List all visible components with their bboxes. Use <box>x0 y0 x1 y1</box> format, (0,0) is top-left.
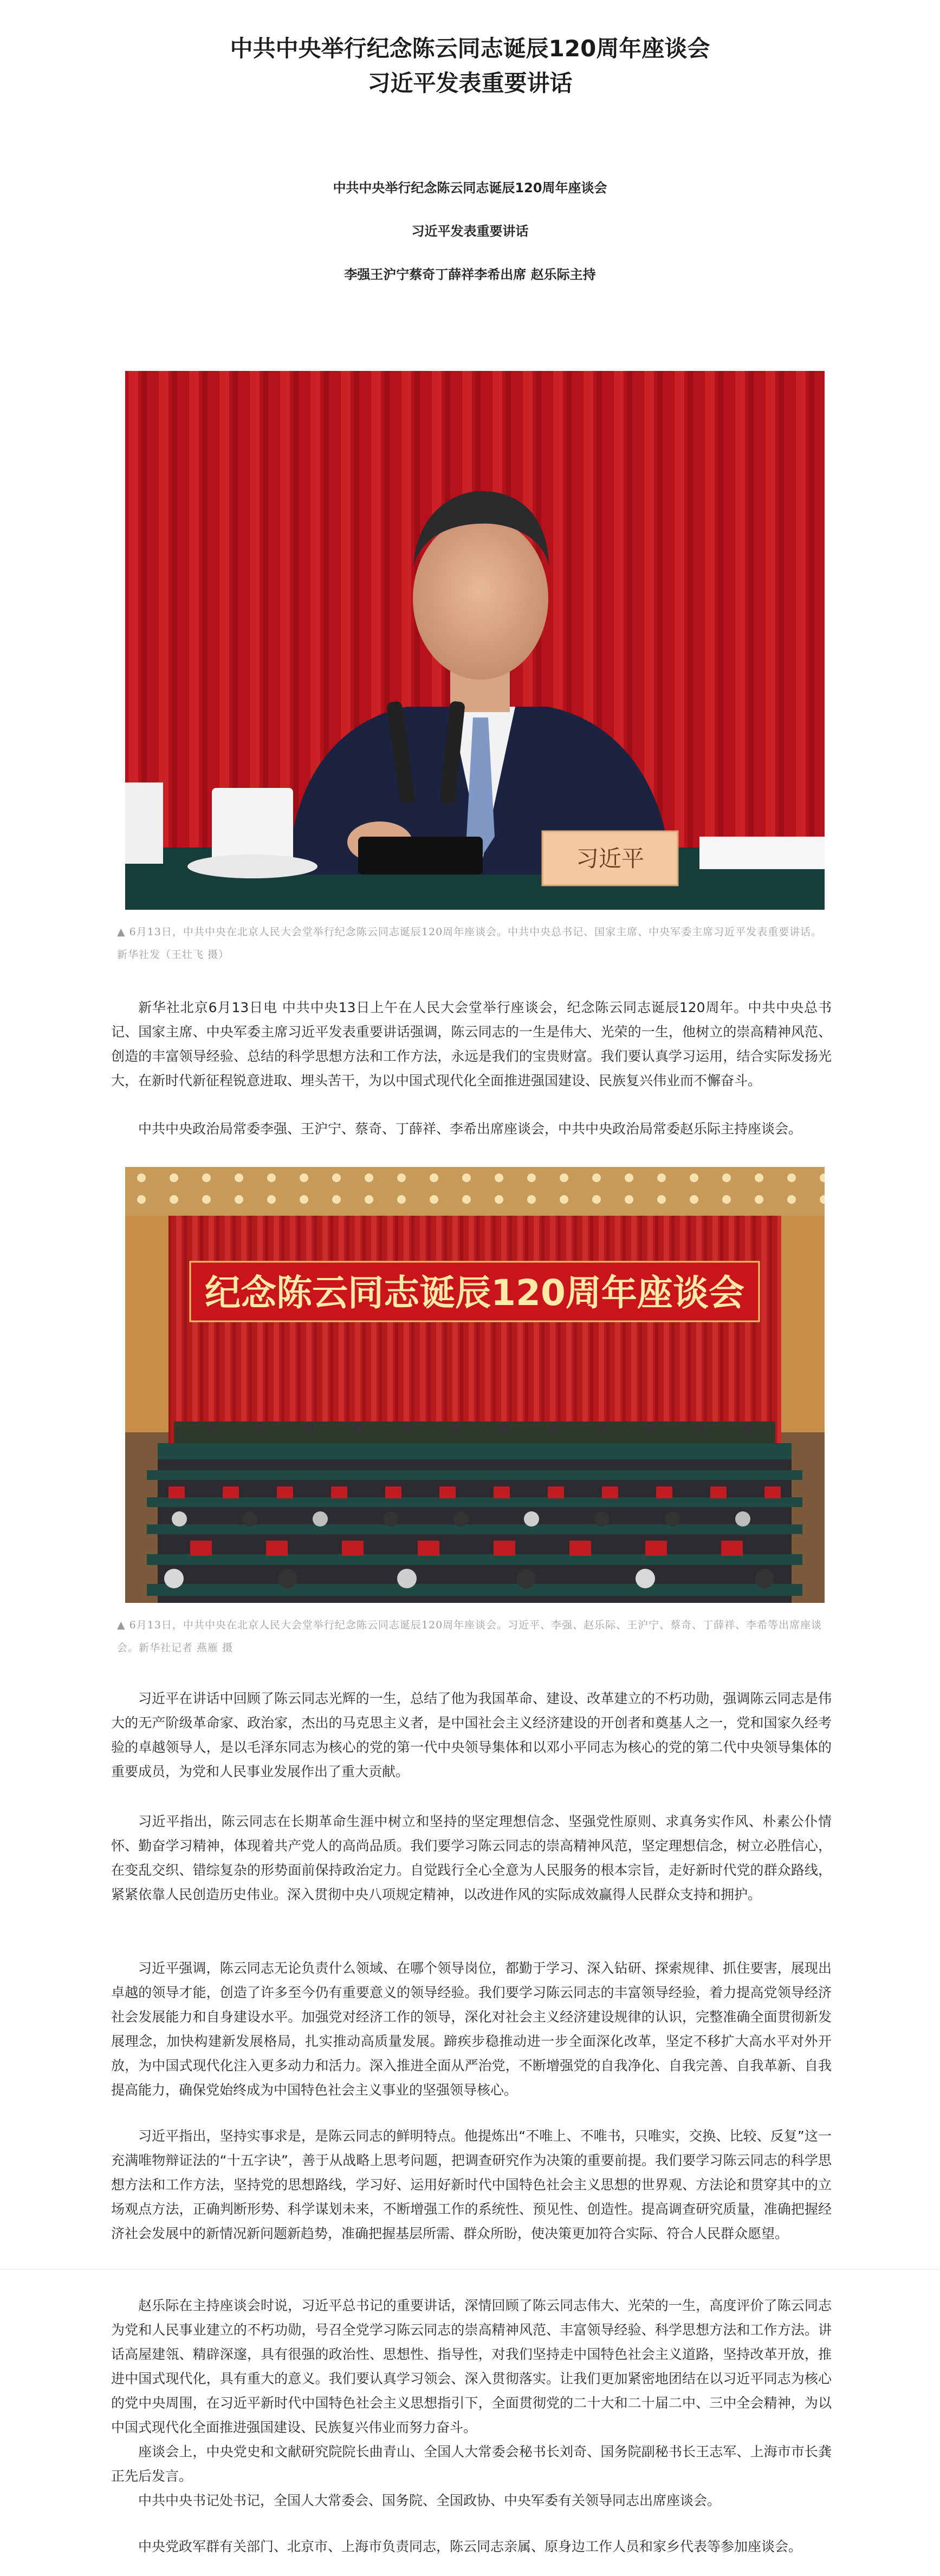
subheading-3: 李强王沪宁蔡奇丁薛祥李希出席 赵乐际主持 <box>344 267 596 282</box>
speaker-photo <box>125 371 825 910</box>
meeting-hall-photo <box>125 1167 825 1603</box>
stage-curtain <box>168 1216 781 1443</box>
headline-line-2: 习近平发表重要讲话 <box>367 70 573 96</box>
banner-text: 纪念陈云同志诞辰120周年座谈会 <box>205 1272 744 1314</box>
headline <box>0 31 940 101</box>
paragraph-4: 习近平指出，陈云同志在长期革命生涯中树立和坚持的坚定理想信念、坚强党性原则、求真务实作风、朴素公仆情怀、勤奋学习精神，体现着共产党人的高尚品质。我们要学习陈云同志的崇高精神风范，坚定理想信念，树立必胜信心，在变乱交织、错综复杂的形势面前保持政治定力。自觉践行全心全意为人民服务的根本宗旨，走好新时代党的群众路线，紧紧依靠人民创造历史伟业。深入贯彻中央八项规定精神，以改进作风的实际成效赢得人民群众支持和拥护。 <box>111 1814 832 1902</box>
divider <box>0 2269 940 2270</box>
tea-cup <box>212 788 293 864</box>
subheading-1: 中共中央举行纪念陈云同志诞辰120周年座谈会 <box>333 180 607 195</box>
ceiling <box>125 1167 825 1216</box>
nameplate-text: 习近平 <box>575 845 645 872</box>
paragraph-10: 中央党政军群有关部门、北京市、上海市负责同志，陈云同志亲属、原身边工作人员和家乡代表等参加座谈会。 <box>138 2539 802 2554</box>
speaker-face <box>413 517 548 680</box>
rostrum-table <box>158 1443 792 1459</box>
subheading-2: 习近平发表重要讲话 <box>411 224 529 239</box>
paragraph-8: 座谈会上，中央党史和文献研究院院长曲青山、全国人大常委会秘书长刘奇、国务院副秘书长王志军、上海市市长龚正先后发言。 <box>111 2444 832 2484</box>
paragraph-3: 习近平在讲话中回顾了陈云同志光辉的一生，总结了他为我国革命、建设、改革建立的不朽功勋，强调陈云同志是伟大的无产阶级革命家、政治家，杰出的马克思主义者，是中国社会主义经济建设的开创者和奠基人之一，党和国家久经考验的卓越领导人，是以毛泽东同志为核心的党的第一代中央领导集体和以邓小平同志为核心的党的第二代中央领导集体的重要成员，为党和人民事业发展作出了重大贡献。 <box>111 1691 832 1779</box>
paragraph-1: 新华社北京6月13日电 中共中央13日上午在人民大会堂举行座谈会，纪念陈云同志诞辰120周年。中共中央总书记、国家主席、中央军委主席习近平发表重要讲话强调，陈云同志的一生是伟大、光荣的一生，他树立的崇高精神风范、创造的丰富领导经验、总结的科学思想方法和工作方法，永远是我们的宝贵财富。我们要认真学习运用，结合实际发扬光大，在新时代新征程锐意进取、埋头苦干，为以中国式现代化全面推进强国建设、民族复兴伟业而不懈奋斗。 <box>111 1000 832 1088</box>
paragraph-2: 中共中央政治局常委李强、王沪宁、蔡奇、丁薛祥、李希出席座谈会，中共中央政治局常委赵乐际主持座谈会。 <box>138 1121 802 1137</box>
photo-caption-1: ▲ 6月13日，中共中央在北京人民大会堂举行纪念陈云同志诞辰120周年座谈会。中共中央总书记、国家主席、中央军委主席习近平发表重要讲话。新华社发（王壮飞 摄） <box>117 926 822 961</box>
subheadings <box>0 179 940 309</box>
paragraph-9: 中共中央书记处书记，全国人大常委会、国务院、全国政协、中央军委有关领导同志出席座谈会。 <box>138 2493 721 2508</box>
paragraph-5: 习近平强调，陈云同志无论负责什么领域、在哪个领导岗位，都勤于学习、深入钻研、探索规律、抓住要害，展现出卓越的领导才能，创造了许多至今仍有重要意义的领导经验。我们要学习陈云同志的丰富领导经验，着力提高党领导经济社会发展能力和自身建设水平。加强党对经济工作的领导，深化对社会主义经济建设规律的认识，完整准确全面贯彻新发展理念，加快构建新发展格局，扎实推动高质量发展。蹄疾步稳推动进一步全面深化改革，坚定不移扩大高水平对外开放，为中国式现代化注入更多动力和活力。深入推进全面从严治党，不断增强党的自我净化、自我完善、自我革新、自我提高能力，确保党始终成为中国特色社会主义事业的坚强领导核心。 <box>111 1960 832 2098</box>
paragraph-7: 赵乐际在主持座谈会时说，习近平总书记的重要讲话，深情回顾了陈云同志伟大、光荣的一生，高度评价了陈云同志为党和人民事业建立的不朽功勋，号召全党学习陈云同志的崇高精神风范、丰富领导经验、科学思想方法和工作方法。讲话高屋建瓴、精辟深邃，具有很强的政治性、思想性、指导性，对我们坚持走中国特色社会主义道路，坚持改革开放，推进中国式现代化，具有重大的意义。我们要认真学习领会、深入贯彻落实。让我们更加紧密地团结在以习近平同志为核心的党中央周围，在习近平新时代中国特色社会主义思想指引下，全面贯彻党的二十大和二十届二中、三中全会精神，为以中国式现代化全面推进强国建设、民族复兴伟业而努力奋斗。 <box>111 2298 832 2435</box>
headline-line-1: 中共中央举行纪念陈云同志诞辰120周年座谈会 <box>230 35 710 62</box>
paragraph-6: 习近平指出，坚持实事求是，是陈云同志的鲜明特点。他提炼出“不唯上、不唯书，只唯实，交换、比较、反复”这一充满唯物辩证法的“十五字诀”，善于从战略上思考问题，把调查研究作为决策的重要前提。我们要学习陈云同志的科学思想方法和工作方法，坚持党的思想路线，学习好、运用好新时代中国特色社会主义思想的世界观、方法论和贯穿其中的立场观点方法，正确判断形势、科学谋划未来，不断增强工作的系统性、预见性、创造性。提高调查研究质量，准确把握经济社会发展中的新情况新问题新趋势，准确把握基层所需、群众所盼，使决策更加符合实际、符合人民群众愿望。 <box>111 2128 832 2241</box>
photo-caption-2: ▲ 6月13日，中共中央在北京人民大会堂举行纪念陈云同志诞辰120周年座谈会。习近平、李强、赵乐际、王沪宁、蔡奇、丁薛祥、李希等出席座谈会。新华社记者 燕雁 摄 <box>117 1619 822 1654</box>
